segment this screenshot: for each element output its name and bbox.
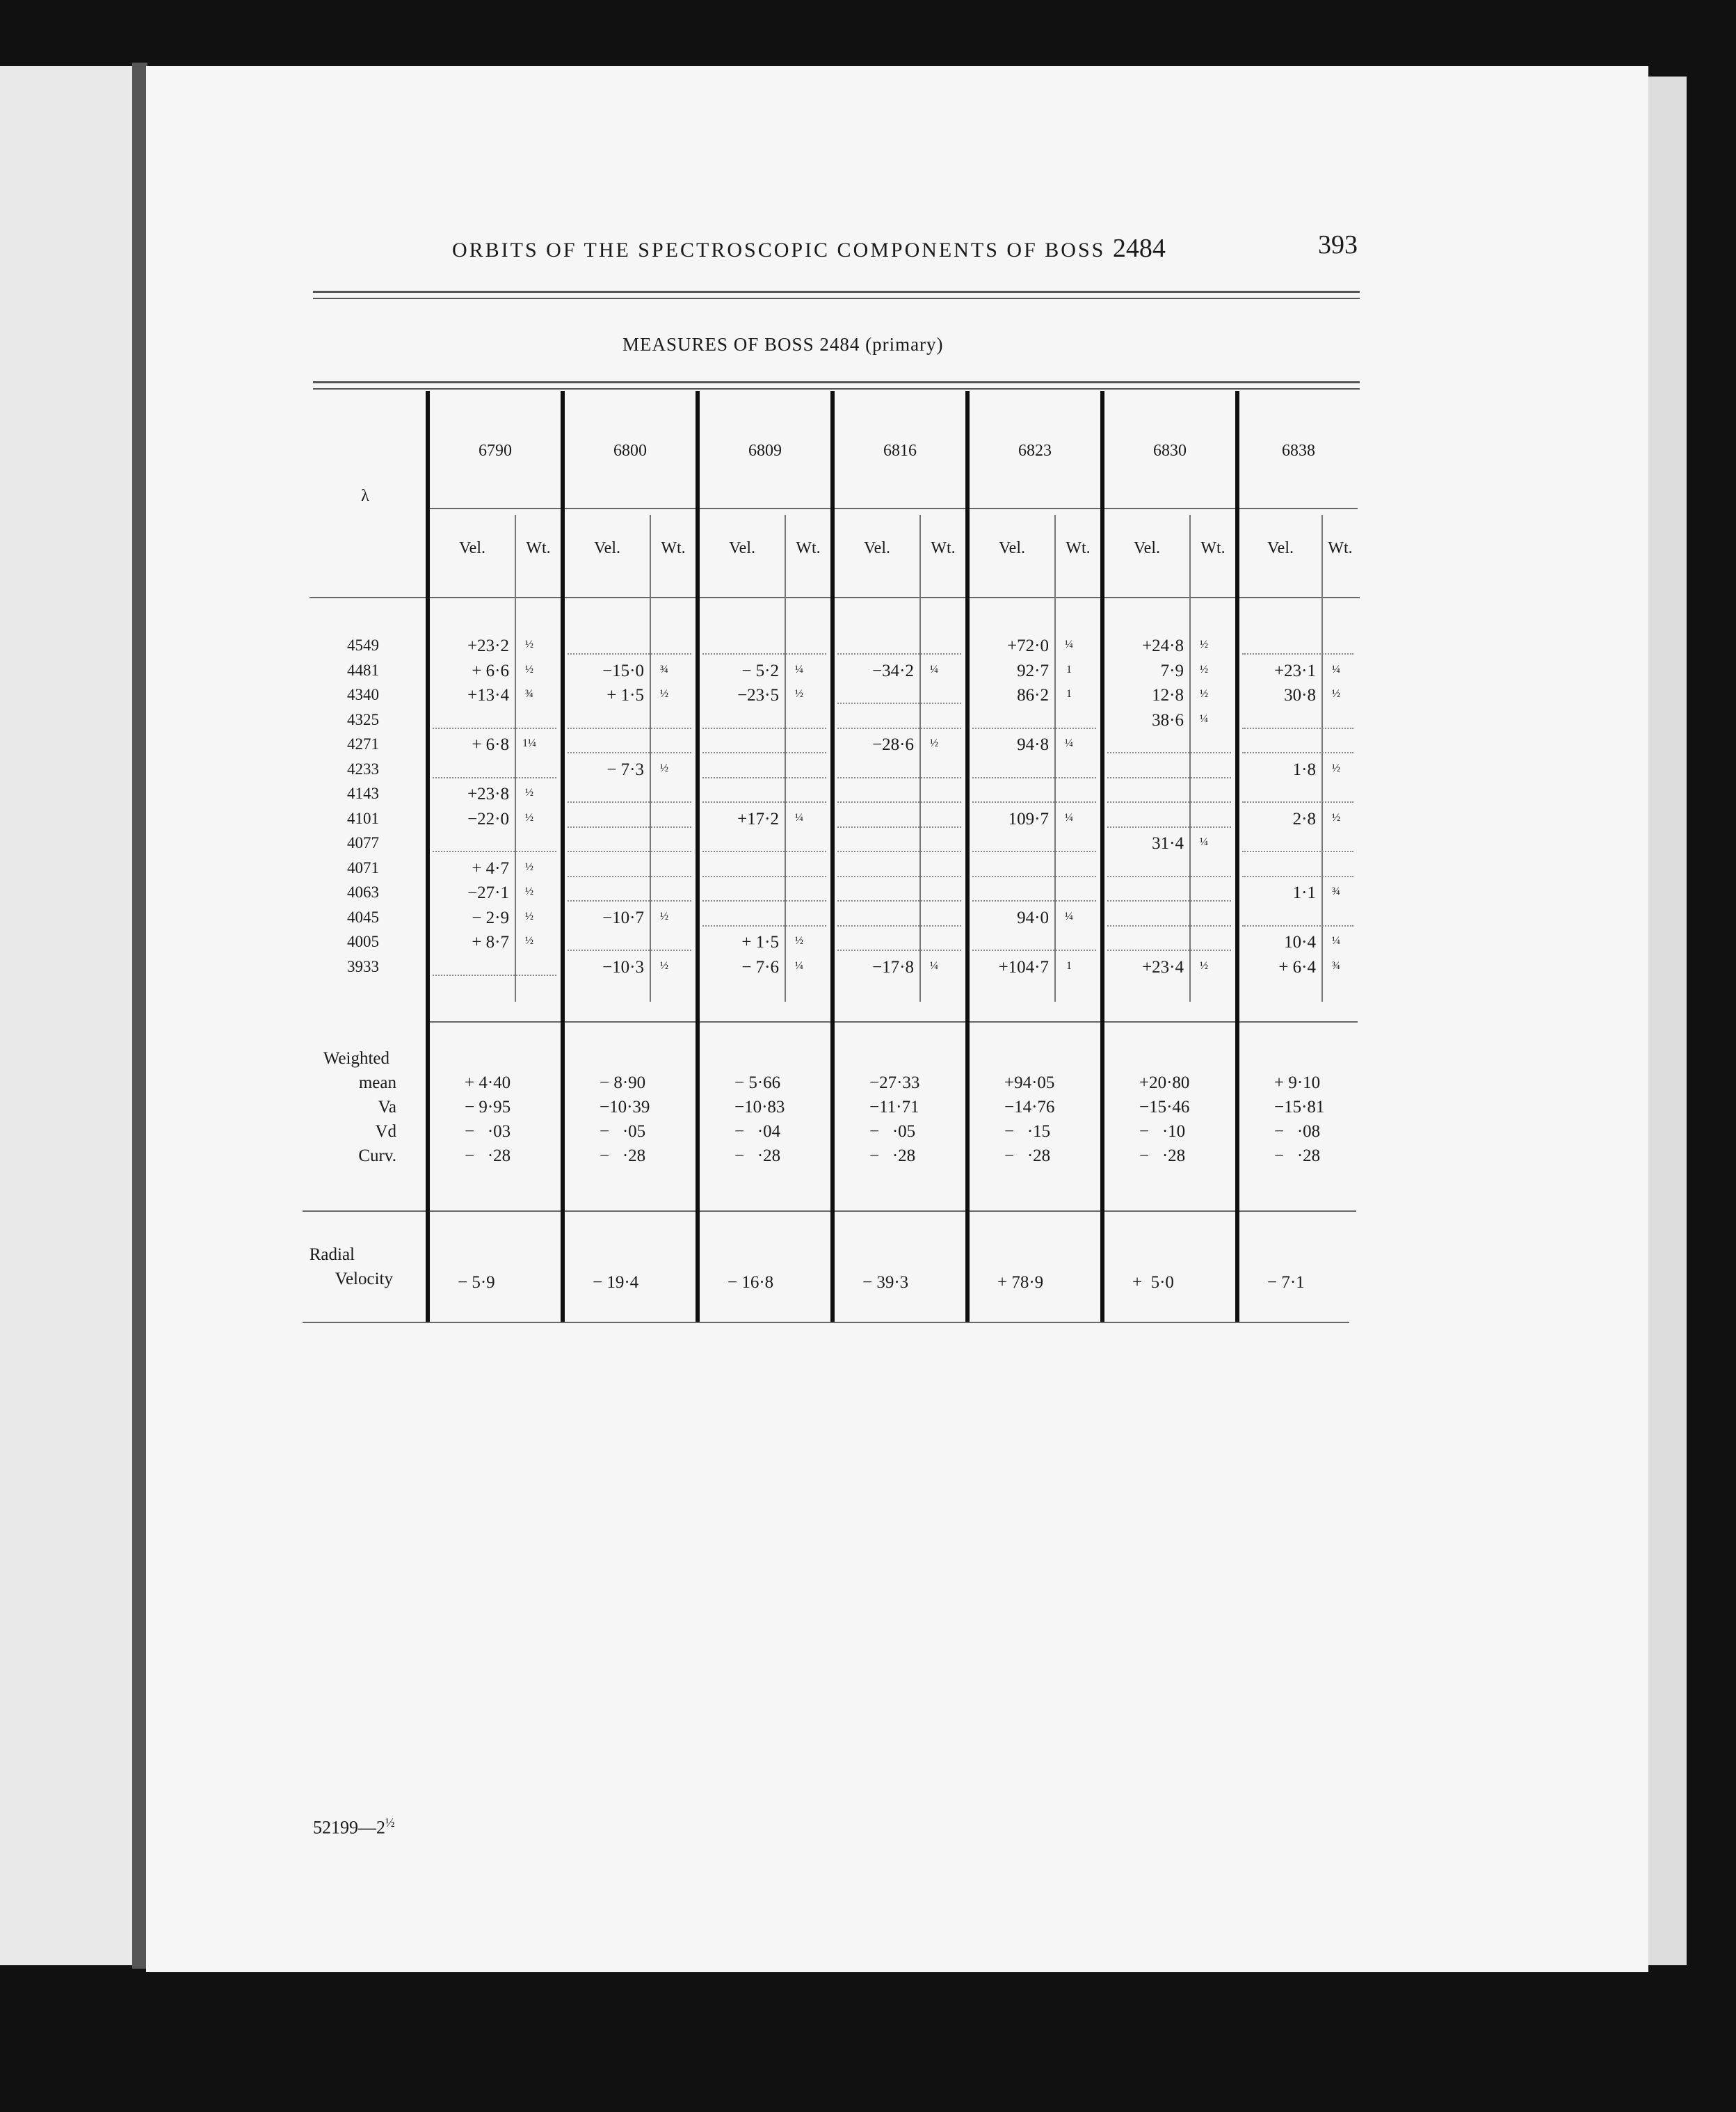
radial-velocity-value: − 5·9: [458, 1273, 495, 1292]
velocity-value: 109·7: [1008, 809, 1049, 829]
dot-leader: [433, 728, 556, 729]
velocity-value: − 5·2: [741, 661, 779, 680]
weighted-mean-value: − 5·66: [734, 1073, 781, 1092]
vel-wt-divider: [919, 515, 921, 1002]
vd-label: Vd: [375, 1122, 396, 1141]
vd-value: − ·08: [1274, 1122, 1321, 1141]
subheader-rule: [426, 508, 1358, 509]
vel-header: Vel.: [729, 539, 755, 557]
va-value: −11·71: [869, 1098, 919, 1117]
dot-leader: [568, 876, 691, 877]
table-title: MEASURES OF BOSS 2484 (primary): [622, 334, 944, 355]
velocity-value: + 6·8: [472, 735, 509, 754]
plate-number: 6800: [613, 442, 647, 460]
velocity-value: −34·2: [872, 661, 914, 680]
dot-leader: [1107, 752, 1231, 753]
weighted-mean-value: −27·33: [869, 1073, 920, 1092]
wavelength-label: 4005: [347, 933, 379, 950]
vel-wt-divider: [785, 515, 786, 1002]
weight-value: ½: [660, 688, 668, 700]
velocity-value: + 1·5: [741, 933, 779, 952]
vel-wt-divider: [515, 515, 516, 1002]
velocity-value: 92·7: [1017, 661, 1049, 680]
wt-header: Wt.: [1066, 539, 1091, 557]
weight-value: ½: [525, 811, 533, 824]
dot-leader: [972, 851, 1096, 852]
velocity-value: − 2·9: [472, 908, 509, 927]
curv-label: Curv.: [358, 1146, 396, 1165]
va-value: −10·83: [734, 1098, 785, 1117]
va-value: −14·76: [1004, 1098, 1055, 1117]
curv-value: − ·28: [734, 1146, 781, 1165]
weighted-mean-value: + 9·10: [1274, 1073, 1321, 1092]
plate-number: 6823: [1018, 442, 1052, 460]
weight-value: ¾: [525, 688, 533, 700]
column-divider: [1100, 391, 1104, 1322]
wt-header: Wt.: [931, 539, 956, 557]
weight-value: ¾: [660, 663, 668, 675]
page-number: 393: [1318, 230, 1358, 259]
va-value: −15·46: [1139, 1098, 1190, 1117]
curv-value: − ·28: [1004, 1146, 1051, 1165]
dot-leader: [568, 752, 691, 753]
vel-wt-divider: [650, 515, 651, 1002]
vd-value: − ·03: [465, 1122, 511, 1141]
data-bottom-rule: [426, 1021, 1358, 1023]
weight-value: ½: [525, 886, 533, 897]
weight-value: ½: [525, 861, 533, 873]
radial-label: Radial: [309, 1245, 355, 1264]
wavelength-label: 4077: [347, 834, 379, 851]
weight-value: ¼: [795, 811, 803, 824]
velocity-value: 94·8: [1017, 735, 1049, 754]
velocity-value: +13·4: [467, 686, 509, 705]
weight-value: ½: [795, 935, 803, 947]
dot-leader: [837, 851, 961, 852]
wavelength-label: 4063: [347, 883, 379, 901]
velocity-value: +23·4: [1142, 957, 1184, 977]
dot-leader: [568, 851, 691, 852]
dot-leader: [837, 950, 961, 951]
dot-leader: [568, 826, 691, 828]
dot-leader: [702, 801, 826, 803]
weighted-mean-value: − 8·90: [600, 1073, 646, 1092]
wt-header: Wt.: [1328, 539, 1353, 557]
dot-leader: [837, 703, 961, 704]
wt-header: Wt.: [796, 539, 821, 557]
dot-leader: [702, 728, 826, 729]
weight-value: ½: [1200, 663, 1208, 675]
curv-value: − ·28: [465, 1146, 511, 1165]
dot-leader: [972, 876, 1096, 877]
velocity-value: + 6·6: [472, 661, 509, 680]
dot-leader: [568, 801, 691, 803]
vel-wt-divider: [1321, 515, 1323, 1002]
dot-leader: [702, 851, 826, 852]
velocity-value: −27·1: [467, 883, 509, 902]
velocity-value: +72·0: [1007, 637, 1049, 655]
wt-header: Wt.: [526, 539, 551, 557]
vel-wt-divider: [1189, 515, 1191, 1002]
weight-value: ¼: [1332, 935, 1340, 947]
weight-value: 1¼: [522, 737, 536, 749]
weight-value: ½: [1200, 639, 1208, 650]
dot-leader: [1107, 900, 1231, 902]
weight-value: ¼: [1200, 836, 1208, 848]
dot-leader: [1107, 950, 1231, 951]
dot-leader: [702, 876, 826, 877]
dot-leader: [837, 801, 961, 803]
wavelength-label: 4549: [347, 637, 379, 654]
velocity-value: 94·0: [1017, 908, 1049, 927]
velocity-value: 2·8: [1292, 809, 1316, 829]
weight-value: ½: [525, 787, 533, 799]
velocity-value: +23·8: [467, 785, 509, 803]
dot-leader: [1107, 925, 1231, 927]
weight-value: ¼: [1065, 910, 1073, 922]
weight-value: ¼: [1065, 737, 1073, 749]
velocity-label: Velocity: [335, 1270, 393, 1288]
radial-velocity-value: + 78·9: [997, 1273, 1044, 1292]
weight-value: ¼: [930, 663, 938, 675]
dot-leader: [702, 900, 826, 902]
column-divider: [426, 391, 430, 1322]
velocity-value: 12·8: [1152, 686, 1184, 705]
va-value: − 9·95: [465, 1098, 511, 1117]
weight-value: ¼: [1065, 811, 1073, 824]
radial-velocity-value: − 39·3: [862, 1273, 909, 1292]
weight-value: ¼: [1332, 663, 1340, 675]
wavelength-label: 4045: [347, 908, 379, 926]
weighted-label: Weighted: [323, 1049, 389, 1068]
dot-leader: [568, 900, 691, 902]
wavelength-label: 4481: [347, 661, 379, 679]
vd-value: − ·05: [869, 1122, 916, 1141]
curv-value: − ·28: [1274, 1146, 1321, 1165]
velocity-value: + 6·4: [1278, 957, 1316, 977]
velocity-value: +104·7: [998, 957, 1049, 977]
weight-value: ½: [1332, 762, 1340, 774]
book-spine: [132, 63, 147, 1969]
velocity-value: 1·1: [1292, 883, 1316, 902]
vd-value: − ·04: [734, 1122, 781, 1141]
dot-leader: [837, 925, 961, 927]
radial-velocity-value: + 5·0: [1132, 1273, 1174, 1292]
velocity-value: +24·8: [1142, 637, 1184, 655]
weighted-mean-value: +20·80: [1139, 1073, 1190, 1092]
column-divider: [696, 391, 700, 1322]
dot-leader: [433, 777, 556, 778]
vd-value: − ·10: [1139, 1122, 1186, 1141]
velocity-value: +23·2: [467, 637, 509, 655]
weight-value: ½: [1200, 959, 1208, 972]
vd-value: − ·05: [600, 1122, 646, 1141]
weight-value: ½: [660, 959, 668, 972]
weight-value: ½: [525, 639, 533, 650]
wavelength-label: 4101: [347, 809, 379, 827]
left-page-edge: [0, 66, 143, 1965]
dot-leader: [837, 900, 961, 902]
velocity-value: −23·5: [737, 686, 779, 705]
wavelength-label: 4233: [347, 760, 379, 778]
weight-value: ¼: [1065, 639, 1073, 650]
dot-leader: [837, 728, 961, 729]
weight-value: ½: [930, 737, 938, 749]
velocity-value: 10·4: [1284, 933, 1316, 952]
plate-number: 6790: [479, 442, 512, 460]
wt-header: Wt.: [661, 539, 686, 557]
plate-number: 6830: [1153, 442, 1187, 460]
curv-value: − ·28: [600, 1146, 646, 1165]
dot-leader: [433, 851, 556, 852]
va-label: Va: [378, 1098, 396, 1117]
dot-leader: [433, 975, 556, 976]
velocity-value: −15·0: [602, 661, 644, 680]
running-head: ORBITS OF THE SPECTROSCOPIC COMPONENTS OF BOSS 2484: [452, 234, 1166, 263]
dot-leader: [568, 728, 691, 729]
dot-leader: [972, 950, 1096, 951]
dot-leader: [972, 900, 1096, 902]
footer-note: $52199—2^{\frac{1}{2}}$: [313, 1816, 395, 1838]
dot-leader: [702, 653, 826, 655]
header-rule-top: [313, 291, 1360, 293]
dot-leader: [972, 801, 1096, 803]
velocity-value: + 1·5: [606, 686, 644, 705]
velocity-value: +23·1: [1274, 661, 1316, 680]
dot-leader: [1107, 777, 1231, 778]
running-head-number: 2484: [1112, 234, 1166, 263]
velocity-value: −10·3: [602, 957, 644, 977]
column-divider: [1235, 391, 1239, 1322]
weight-value: ½: [1332, 811, 1340, 824]
dot-leader: [837, 876, 961, 877]
column-divider: [965, 391, 970, 1322]
dot-leader: [837, 777, 961, 778]
velocity-value: − 7·6: [741, 957, 779, 977]
radial-velocity-value: − 19·4: [593, 1273, 639, 1292]
vel-wt-divider: [1054, 515, 1056, 1002]
weight-value: ½: [525, 910, 533, 922]
weight-value: ½: [660, 910, 668, 922]
curv-value: − ·28: [869, 1146, 916, 1165]
header-rule-bottom: [313, 298, 1360, 299]
dot-leader: [568, 653, 691, 655]
weight-value: ¾: [1332, 959, 1340, 972]
weight-value: ¾: [1332, 886, 1340, 897]
wavelength-label: 4340: [347, 686, 379, 703]
vel-header: Vel.: [1134, 539, 1160, 557]
weighted-mean-value: +94·05: [1004, 1073, 1055, 1092]
plate-number: 6809: [748, 442, 782, 460]
weight-value: ½: [1200, 688, 1208, 700]
weighted-mean-value: + 4·40: [465, 1073, 511, 1092]
wt-header: Wt.: [1200, 539, 1225, 557]
dot-leader: [702, 777, 826, 778]
weight-value: ½: [795, 688, 803, 700]
weight-value: 1: [1066, 959, 1072, 972]
table-top-rule: [313, 381, 1360, 383]
dot-leader: [1242, 728, 1353, 729]
dot-leader: [1107, 801, 1231, 803]
wavelength-label: 4071: [347, 858, 379, 877]
radial-velocity-value: − 16·8: [728, 1273, 774, 1292]
dot-leader: [702, 752, 826, 753]
dot-leader: [702, 925, 826, 927]
dot-leader: [837, 653, 961, 655]
velocity-value: −17·8: [872, 957, 914, 977]
column-divider: [561, 391, 565, 1322]
weight-value: ½: [1332, 688, 1340, 700]
dot-leader: [972, 777, 1096, 778]
dot-leader: [1242, 752, 1353, 753]
plate-number: 6816: [883, 442, 917, 460]
dot-leader: [1242, 925, 1353, 927]
vel-header: Vel.: [594, 539, 620, 557]
wavelength-label: 3933: [347, 957, 379, 975]
dot-leader: [1242, 876, 1353, 877]
dot-leader: [1242, 851, 1353, 852]
dot-leader: [1107, 826, 1231, 828]
wavelength-label: 4271: [347, 735, 379, 753]
va-value: −10·39: [600, 1098, 650, 1117]
mean-label: mean: [358, 1073, 396, 1092]
velocity-value: + 8·7: [472, 933, 509, 952]
velocity-value: 31·4: [1152, 834, 1184, 853]
velocity-value: +17·2: [737, 809, 779, 829]
vel-header: Vel.: [864, 539, 890, 557]
va-value: −15·81: [1274, 1098, 1325, 1117]
dot-leader: [1242, 801, 1353, 803]
velocity-value: 86·2: [1017, 686, 1049, 705]
weight-value: ½: [660, 762, 668, 774]
velocity-value: −22·0: [467, 809, 509, 829]
weight-value: ¼: [795, 959, 803, 972]
dot-leader: [1107, 876, 1231, 877]
curv-value: − ·28: [1139, 1146, 1186, 1165]
table-top-rule-2: [313, 388, 1360, 390]
vel-header: Vel.: [999, 539, 1025, 557]
velocity-value: 30·8: [1284, 686, 1316, 705]
dot-leader: [1242, 653, 1353, 655]
vd-value: − ·15: [1004, 1122, 1051, 1141]
velocity-value: − 7·3: [606, 760, 644, 779]
velocity-value: −28·6: [872, 735, 914, 754]
radial-velocity-value: − 7·1: [1267, 1273, 1305, 1292]
lambda-label: λ: [361, 487, 369, 505]
dot-leader: [972, 728, 1096, 729]
table-bottom-rule: [303, 1322, 1349, 1323]
weight-value: ½: [525, 663, 533, 675]
vel-header: Vel.: [459, 539, 485, 557]
column-header-rule: [310, 597, 1360, 598]
velocity-value: 38·6: [1152, 710, 1184, 730]
weight-value: ¼: [795, 663, 803, 675]
weight-value: ¼: [930, 959, 938, 972]
weight-value: 1: [1066, 688, 1072, 700]
velocity-value: 1·8: [1292, 760, 1316, 779]
weight-value: ½: [525, 935, 533, 947]
velocity-value: 7·9: [1160, 661, 1184, 680]
dot-leader: [568, 950, 691, 951]
vel-header: Vel.: [1267, 539, 1294, 557]
weight-value: ¼: [1200, 712, 1208, 725]
wavelength-label: 4143: [347, 785, 379, 802]
wavelength-label: 4325: [347, 710, 379, 728]
weight-value: 1: [1066, 663, 1072, 675]
plate-number: 6838: [1282, 442, 1315, 460]
column-divider: [830, 391, 835, 1322]
velocity-value: + 4·7: [472, 858, 509, 878]
velocity-value: −10·7: [602, 908, 644, 927]
summary-bottom-rule: [303, 1210, 1356, 1212]
dot-leader: [837, 826, 961, 828]
